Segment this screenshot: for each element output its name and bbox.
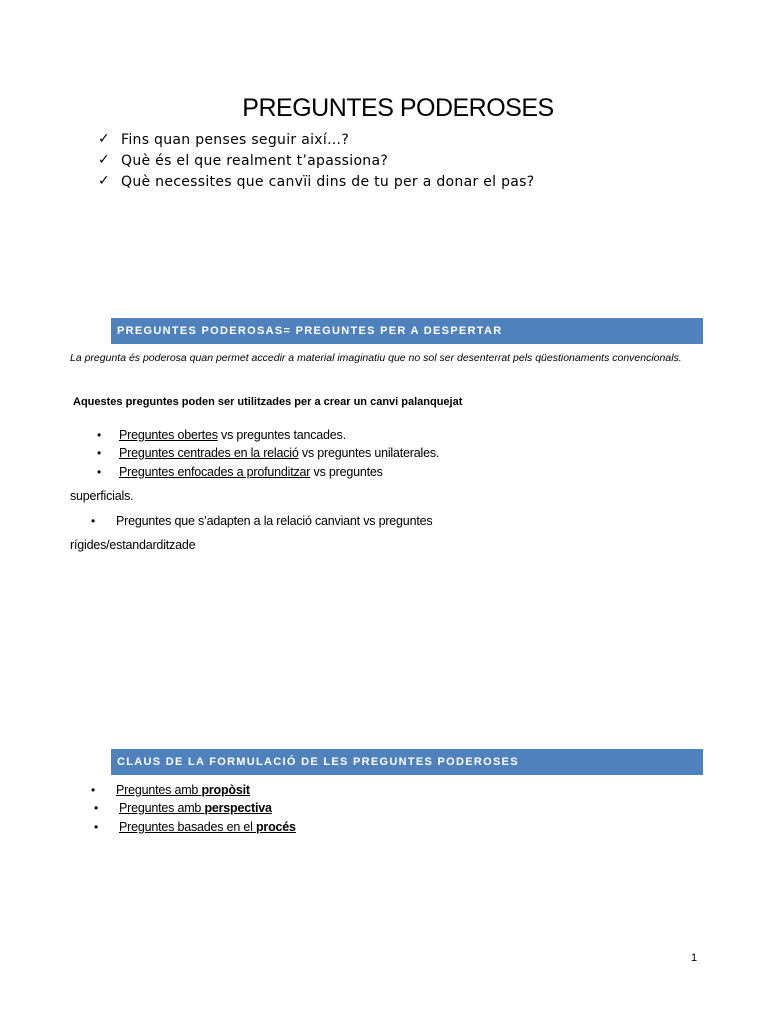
page-title: PREGUNTES PODEROSES — [242, 94, 554, 122]
section-heading-band: PREGUNTES PODEROSAS= PREGUNTES PER A DESPERTAR — [111, 318, 703, 344]
intro-paragraph: La pregunta és poderosa quan permet accedir a material imaginatiu que no sol ser desenterrat pels qüestionaments convencionals. — [70, 352, 682, 364]
bullet-rest: vs preguntes unilaterales. — [298, 446, 440, 460]
bullet-key-phrase: Preguntes centrades en la relació — [119, 446, 299, 460]
list-continuation: rígides/estandarditzade — [70, 538, 196, 552]
check-item-text: Fins quan penses seguir així…? — [121, 132, 350, 148]
lead-sentence: Aquestes preguntes poden ser utilitzades per a crear un canvi palanquejat — [73, 396, 463, 408]
section-heading-band: CLAUS DE LA FORMULACIÓ DE LES PREGUNTES PODEROSES — [111, 749, 703, 775]
bullet-icon: • — [97, 465, 102, 479]
bullet-icon: • — [94, 801, 99, 815]
bullet-icon: • — [97, 428, 102, 442]
item-keyword: perspectiva — [204, 801, 272, 815]
bullet-rest: vs preguntes — [310, 465, 383, 479]
bullet-rest: vs preguntes tancades. — [217, 428, 346, 442]
item-keyword: propòsit — [201, 783, 250, 797]
item-keyword: procés — [255, 820, 296, 834]
bullet-icon: • — [94, 820, 99, 834]
bullet-icon: • — [97, 446, 102, 460]
bullet-icon: • — [91, 514, 96, 528]
bullet-key-phrase: Preguntes enfocades a profunditzar — [119, 465, 311, 479]
bullet-key-phrase: Preguntes obertes — [119, 428, 218, 442]
page-number: 1 — [691, 952, 698, 964]
bullet-icon: • — [91, 783, 96, 797]
item-prefix: Preguntes amb — [116, 783, 202, 797]
checkmark-icon: ✓ — [98, 131, 111, 147]
list-continuation: superficials. — [70, 489, 134, 503]
bullet-text: Preguntes que s’adapten a la relació canviant vs preguntes — [116, 514, 433, 528]
check-item-text: Què necessites que canvïi dins de tu per a donar el pas? — [121, 174, 535, 190]
checkmark-icon: ✓ — [98, 152, 111, 168]
check-item-text: Què és el que realment t’apassiona? — [121, 153, 389, 169]
checkmark-icon: ✓ — [98, 173, 111, 189]
item-prefix: Preguntes amb — [119, 801, 205, 815]
item-prefix: Preguntes basades en el — [119, 820, 256, 834]
